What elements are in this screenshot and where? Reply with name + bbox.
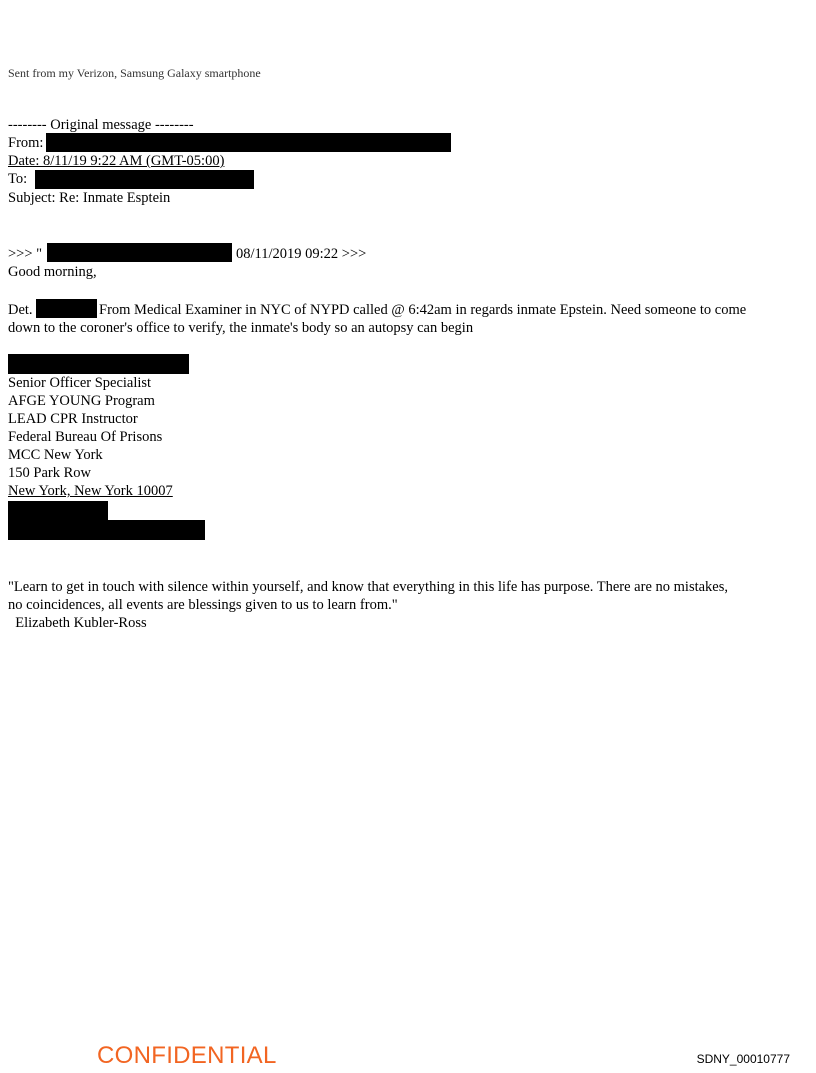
signature-program: AFGE YOUNG Program — [8, 393, 155, 409]
greeting: Good morning, — [8, 264, 97, 280]
signature-city: New York, New York 10007 — [8, 483, 173, 499]
signature-title: Senior Officer Specialist — [8, 375, 152, 391]
quotation-line-2: no coincidences, all events are blessings given to us to learn from." — [8, 597, 398, 613]
redaction-phone-2 — [8, 520, 205, 540]
signature-facility: MCC New York — [8, 447, 103, 463]
subject-line: Subject: Re: Inmate Esptein — [8, 190, 171, 206]
redaction-to — [35, 170, 254, 189]
signature-cpr: LEAD CPR Instructor — [8, 411, 138, 427]
redaction-from — [46, 133, 451, 152]
date-line: Date: 8/11/19 9:22 AM (GMT-05:00) — [8, 153, 225, 169]
redaction-detective-name — [36, 299, 97, 318]
from-label: From: — [8, 135, 44, 151]
redaction-phone-1 — [8, 501, 108, 521]
body-line-1: From Medical Examiner in NYC of NYPD called @ 6:42am in regards inmate Epstein. Need someone to come — [99, 302, 747, 318]
det-label: Det. — [8, 302, 33, 318]
redaction-sender-name — [47, 243, 232, 262]
to-label: To: — [8, 171, 28, 187]
signature-street: 150 Park Row — [8, 465, 91, 481]
quotation-line-1: "Learn to get in touch with silence within yourself, and know that everything in this life has purpose. There are no mistakes, — [8, 579, 729, 595]
signature-agency: Federal Bureau Of Prisons — [8, 429, 163, 445]
redaction-signature-name — [8, 354, 189, 374]
confidential-stamp: CONFIDENTIAL — [97, 1042, 277, 1069]
body-line-2: down to the coroner's office to verify, the inmate's body so an autopsy can begin — [8, 320, 474, 336]
original-message-separator: -------- Original message -------- — [8, 117, 194, 133]
sent-from-line: Sent from my Verizon, Samsung Galaxy smartphone — [8, 66, 261, 80]
quote-timestamp: 08/11/2019 09:22 >>> — [236, 246, 367, 262]
bates-number: SDNY_00010777 — [696, 1052, 790, 1066]
quote-prefix: >>> " — [8, 246, 43, 262]
quotation-author: Elizabeth Kubler-Ross — [8, 615, 147, 631]
